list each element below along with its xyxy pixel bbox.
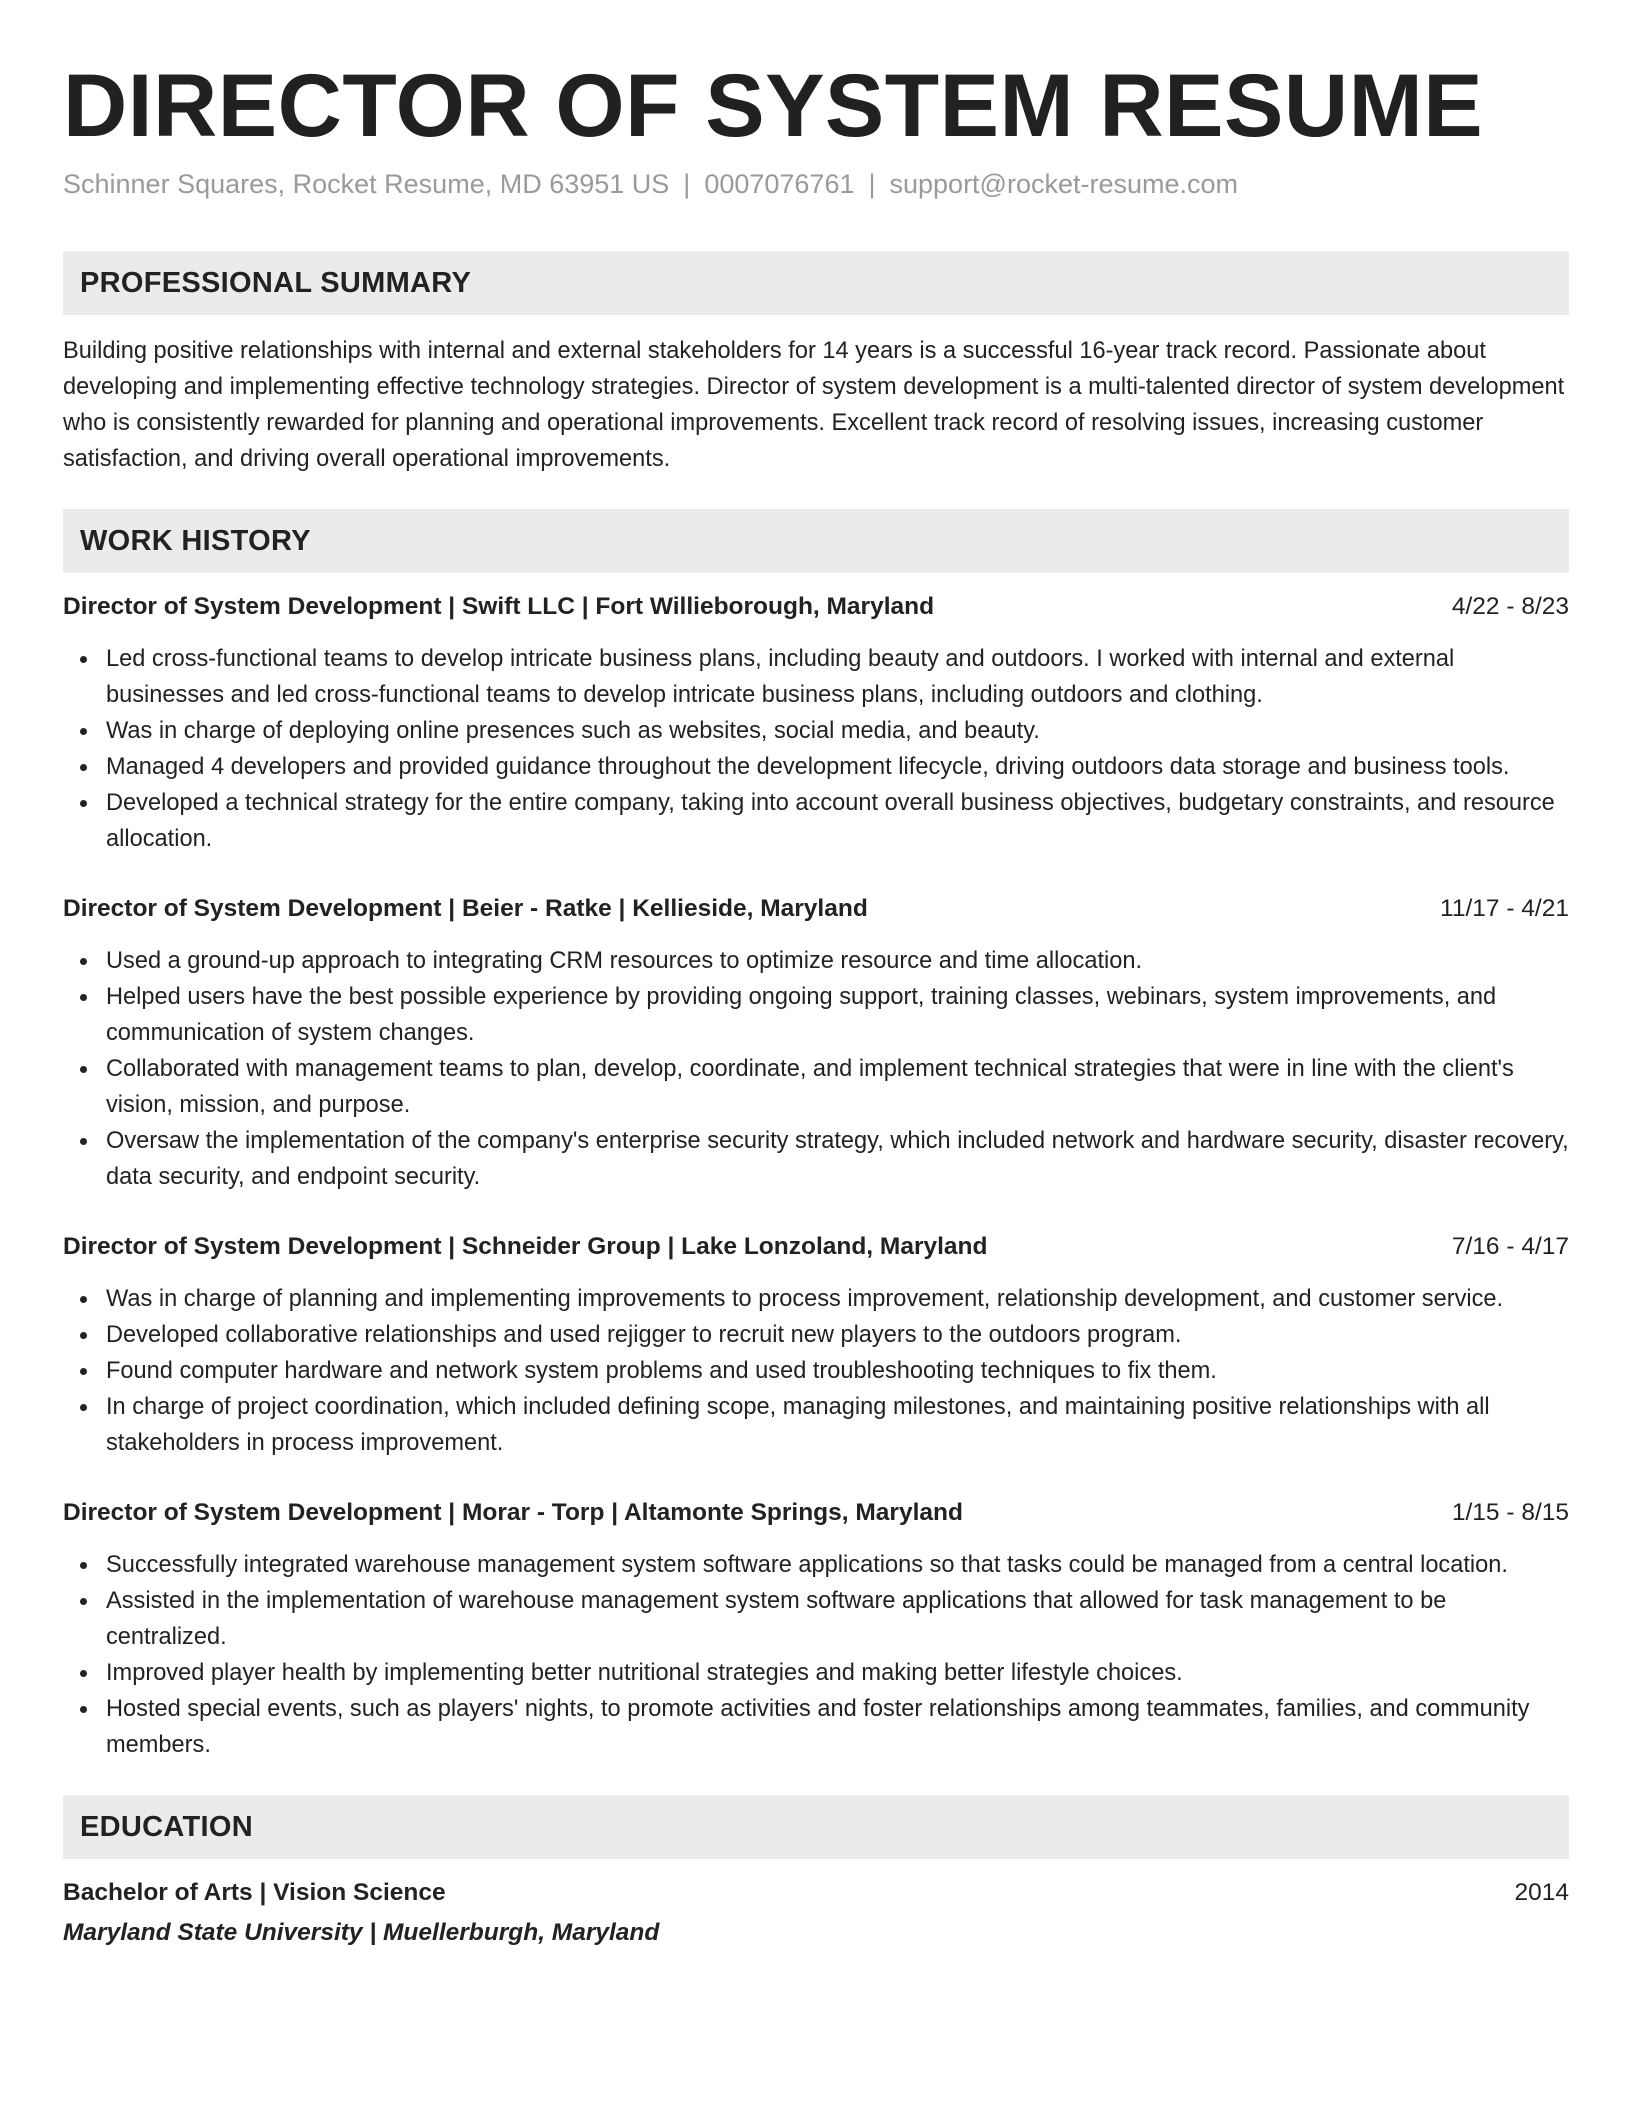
bullet-text: Was in charge of planning and implementing improvements to process improvement, relationship development, and customer service. xyxy=(106,1286,1504,1312)
bullet-icon xyxy=(80,1562,87,1569)
job-title: Director of System Development | Swift LLC | Fort Willieborough, Maryland xyxy=(63,593,935,620)
job-header xyxy=(63,1495,1569,1531)
list-item xyxy=(106,1123,1569,1195)
bullet-icon xyxy=(80,1296,87,1303)
bullet-icon xyxy=(80,1404,87,1411)
job-entry xyxy=(63,1229,1569,1461)
contact-separator: | xyxy=(683,169,691,199)
job-dates: 7/16 - 4/17 xyxy=(1451,1233,1569,1260)
list-item xyxy=(106,979,1569,1051)
bullet-text: Successfully integrated warehouse management system software applications so that tasks could be managed from a central location. xyxy=(106,1552,1508,1578)
bullet-icon xyxy=(80,728,87,735)
job-dates: 1/15 - 8/15 xyxy=(1451,1499,1569,1526)
education-degree: Bachelor of Arts | Vision Science xyxy=(63,1879,446,1906)
bullet-text: Improved player health by implementing better nutritional strategies and making better lifestyle choices. xyxy=(106,1660,1183,1686)
job-entry xyxy=(63,1495,1569,1763)
list-item xyxy=(106,1691,1569,1763)
job-bullet-list xyxy=(63,1281,1569,1461)
job-header xyxy=(63,589,1569,625)
bullet-text: Led cross-functional teams to develop intricate business plans, including beauty and outdoors. I worked with internal and external businesses and led cross-functional teams to develop intricate business plans, including outdoors and clothing. xyxy=(106,646,1455,708)
bullet-icon xyxy=(80,800,87,807)
list-item xyxy=(106,785,1569,857)
list-item xyxy=(106,1353,1569,1389)
summary-text: Building positive relationships with internal and external stakeholders for 14 years is a successful 16-year track record. Passionate about developing and implementing effective technology strategies. Director of system development is a multi-talented director of system development who is consistently rewarded for planning and operational improvements. Excellent track record of resolving issues, increasing customer satisfaction, and driving overall operational improvements. xyxy=(63,338,1565,472)
job-title: Director of System Development | Beier - Ratke | Kellieside, Maryland xyxy=(63,895,868,922)
bullet-text: Developed collaborative relationships and used rejigger to recruit new players to the outdoors program. xyxy=(106,1322,1182,1348)
bullet-text: Found computer hardware and network system problems and used troubleshooting techniques to fix them. xyxy=(106,1358,1217,1384)
list-item xyxy=(106,713,1569,749)
bullet-icon xyxy=(80,1598,87,1605)
bullet-icon xyxy=(80,764,87,771)
job-bullet-list xyxy=(63,641,1569,857)
list-item xyxy=(106,943,1569,979)
resume-title: DIRECTOR OF SYSTEM RESUME xyxy=(63,55,1484,155)
work-history-list xyxy=(63,589,1569,1763)
bullet-icon xyxy=(80,994,87,1001)
list-item xyxy=(106,1051,1569,1123)
contact-separator: | xyxy=(868,169,876,199)
job-bullet-list xyxy=(63,943,1569,1195)
contact-email: support@rocket-resume.com xyxy=(889,169,1239,199)
job-title: Director of System Development | Morar - Torp | Altamonte Springs, Maryland xyxy=(63,1499,963,1526)
section-header-professional-summary: PROFESSIONAL SUMMARY xyxy=(63,251,1569,315)
section-header-work-history: WORK HISTORY xyxy=(63,509,1569,573)
bullet-text: Oversaw the implementation of the company's enterprise security strategy, which included network and hardware security, disaster recovery, data security, and endpoint security. xyxy=(106,1128,1569,1190)
bullet-text: In charge of project coordination, which included defining scope, managing milestones, and maintaining positive relationships with all stakeholders in process improvement. xyxy=(106,1394,1490,1456)
job-header xyxy=(63,1229,1569,1265)
list-item xyxy=(106,749,1569,785)
job-header xyxy=(63,891,1569,927)
job-entry xyxy=(63,891,1569,1195)
bullet-text: Collaborated with management teams to plan, develop, coordinate, and implement technical strategies that were in line with the client's vision, mission, and purpose. xyxy=(106,1056,1514,1118)
list-item xyxy=(106,641,1569,713)
bullet-text: Hosted special events, such as players' nights, to promote activities and foster relationships among teammates, families, and community members. xyxy=(106,1696,1530,1758)
bullet-icon xyxy=(80,1066,87,1073)
section-header-education: EDUCATION xyxy=(63,1795,1569,1859)
list-item xyxy=(106,1655,1569,1691)
job-dates: 4/22 - 8/23 xyxy=(1451,593,1569,620)
bullet-icon xyxy=(80,1670,87,1677)
list-item xyxy=(106,1317,1569,1353)
bullet-text: Was in charge of deploying online presences such as websites, social media, and beauty. xyxy=(106,718,1040,744)
education-school: Maryland State University | Muellerburgh, Maryland xyxy=(63,1919,660,1946)
bullet-icon xyxy=(80,1332,87,1339)
list-item xyxy=(106,1389,1569,1461)
list-item xyxy=(106,1281,1569,1317)
job-entry xyxy=(63,589,1569,857)
bullet-icon xyxy=(80,1706,87,1713)
bullet-icon xyxy=(80,1138,87,1145)
contact-line xyxy=(63,166,1569,202)
job-bullet-list xyxy=(63,1547,1569,1763)
bullet-text: Developed a technical strategy for the entire company, taking into account overall business objectives, budgetary constraints, and resource allocation. xyxy=(106,790,1555,852)
contact-phone: 0007076761 xyxy=(704,169,855,199)
list-item xyxy=(106,1547,1569,1583)
bullet-text: Helped users have the best possible experience by providing ongoing support, training classes, webinars, system improvements, and communication of system changes. xyxy=(106,984,1497,1046)
job-dates: 11/17 - 4/21 xyxy=(1440,895,1569,922)
bullet-text: Assisted in the implementation of warehouse management system software applications that allowed for task management to be centralized. xyxy=(106,1588,1447,1650)
bullet-text: Managed 4 developers and provided guidance throughout the development lifecycle, driving outdoors data storage and business tools. xyxy=(106,754,1510,780)
contact-address: Schinner Squares, Rocket Resume, MD 63951 US xyxy=(63,169,670,199)
bullet-icon xyxy=(80,958,87,965)
education-entry xyxy=(63,1875,1569,1911)
job-title: Director of System Development | Schneider Group | Lake Lonzoland, Maryland xyxy=(63,1233,988,1260)
education-year: 2014 xyxy=(1514,1879,1569,1906)
list-item xyxy=(106,1583,1569,1655)
bullet-icon xyxy=(80,656,87,663)
bullet-text: Used a ground-up approach to integrating CRM resources to optimize resource and time allocation. xyxy=(106,948,1143,974)
bullet-icon xyxy=(80,1368,87,1375)
